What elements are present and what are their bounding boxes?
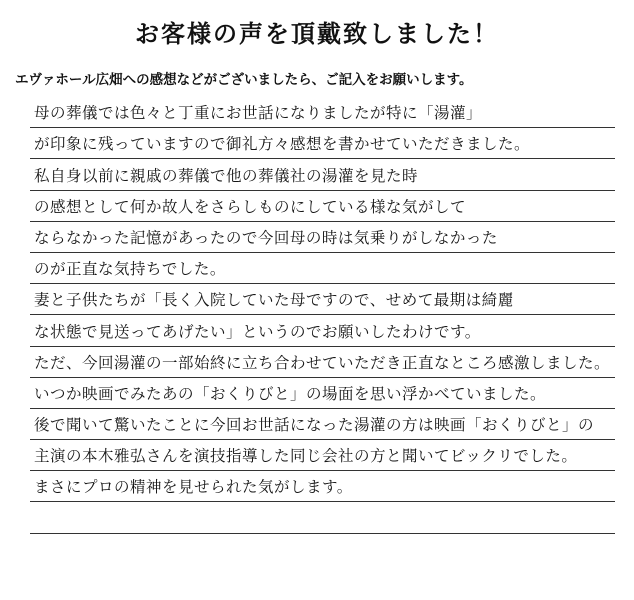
handwritten-comment bbox=[30, 97, 615, 534]
comment-line-text: 私自身以前に親戚の葬儀で他の葬儀社の湯灌を見た時 bbox=[34, 166, 419, 185]
survey-prompt: エヴァホール広畑への感想などがございましたら、ご記入をお願いします。 bbox=[15, 72, 473, 88]
comment-line bbox=[30, 222, 615, 253]
comment-line-text: 後で聞いて驚いたことに今回お世話になった湯灌の方は映画「おくりびと」の bbox=[34, 416, 595, 435]
comment-line bbox=[30, 409, 615, 440]
comment-line bbox=[30, 347, 615, 378]
comment-line-text: 主演の本木雅弘さんを演技指導した同じ会社の方と聞いてビックリでした。 bbox=[34, 447, 578, 466]
comment-line bbox=[30, 284, 615, 315]
comment-line-text: ただ、今回湯灌の一部始終に立ち合わせていただき正直なところ感激しました。 bbox=[34, 353, 611, 372]
comment-line-text: な状態で見送ってあげたい」というのでお願いしたわけです。 bbox=[34, 322, 481, 341]
comment-line bbox=[30, 191, 615, 222]
comment-line-text: が印象に残っていますので御礼方々感想を書かせていただきました。 bbox=[34, 135, 531, 154]
comment-line-text: のが正直な気持ちでした。 bbox=[34, 260, 226, 279]
comment-line-text: の感想として何か故人をさらしものにしている様な気がして bbox=[34, 197, 467, 216]
comment-line-text: 母の葬儀では色々と丁重にお世話になりましたが特に「湯灌」 bbox=[34, 104, 483, 123]
comment-line bbox=[30, 253, 615, 284]
comment-line bbox=[30, 128, 615, 159]
comment-line-text: 妻と子供たちが「長く入院していた母ですので、せめて最期は綺麗 bbox=[34, 291, 514, 310]
comment-line-text: ならなかった記憶があったので今回母の時は気乗りがしなかった bbox=[34, 228, 498, 247]
comment-line bbox=[30, 315, 615, 346]
comment-line bbox=[30, 471, 615, 502]
comment-line bbox=[30, 97, 615, 128]
comment-line bbox=[30, 159, 615, 190]
comment-line bbox=[30, 378, 615, 409]
comment-line bbox=[30, 502, 615, 533]
comment-line-text: まさにプロの精神を見せられた気がします。 bbox=[34, 478, 353, 497]
comment-line-text: いつか映画でみたあの「おくりびと」の場面を思い浮かべていました。 bbox=[34, 384, 547, 403]
comment-line bbox=[30, 440, 615, 471]
page-title: お客様の声を頂戴致しました！ bbox=[135, 20, 499, 48]
